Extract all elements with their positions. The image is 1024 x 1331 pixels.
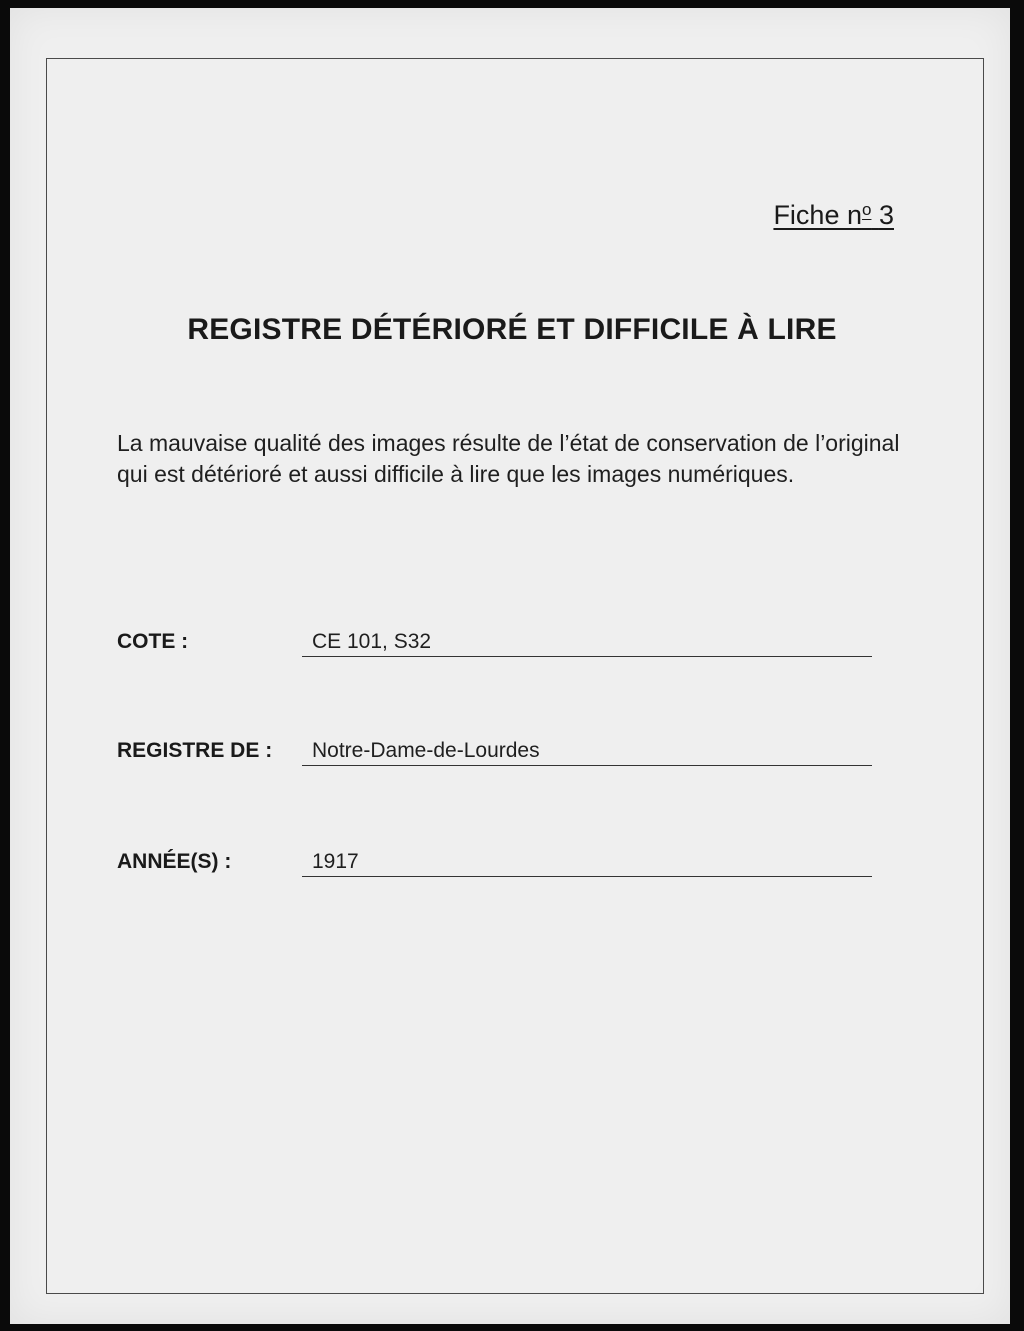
page-border bbox=[46, 58, 984, 1294]
annees-label: ANNÉE(S) : bbox=[117, 850, 232, 873]
page-title: REGISTRE DÉTÉRIORÉ ET DIFFICILE À LIRE bbox=[187, 313, 837, 346]
annees-value: 1917 bbox=[302, 850, 872, 877]
fiche-label: Fiche n bbox=[773, 200, 862, 230]
cote-value: CE 101, S32 bbox=[302, 630, 872, 657]
fiche-value: 3 bbox=[878, 200, 894, 230]
fiche-degree: o bbox=[861, 200, 872, 219]
description-paragraph: La mauvaise qualité des images résulte de l’état de conservation de l’original qui est détérioré et aussi difficile à lire que les images numériques. bbox=[117, 430, 900, 487]
fiche-number bbox=[773, 200, 894, 231]
registre-label: REGISTRE DE : bbox=[117, 739, 273, 762]
cote-label: COTE : bbox=[117, 630, 189, 653]
registre-value: Notre-Dame-de-Lourdes bbox=[302, 739, 872, 766]
